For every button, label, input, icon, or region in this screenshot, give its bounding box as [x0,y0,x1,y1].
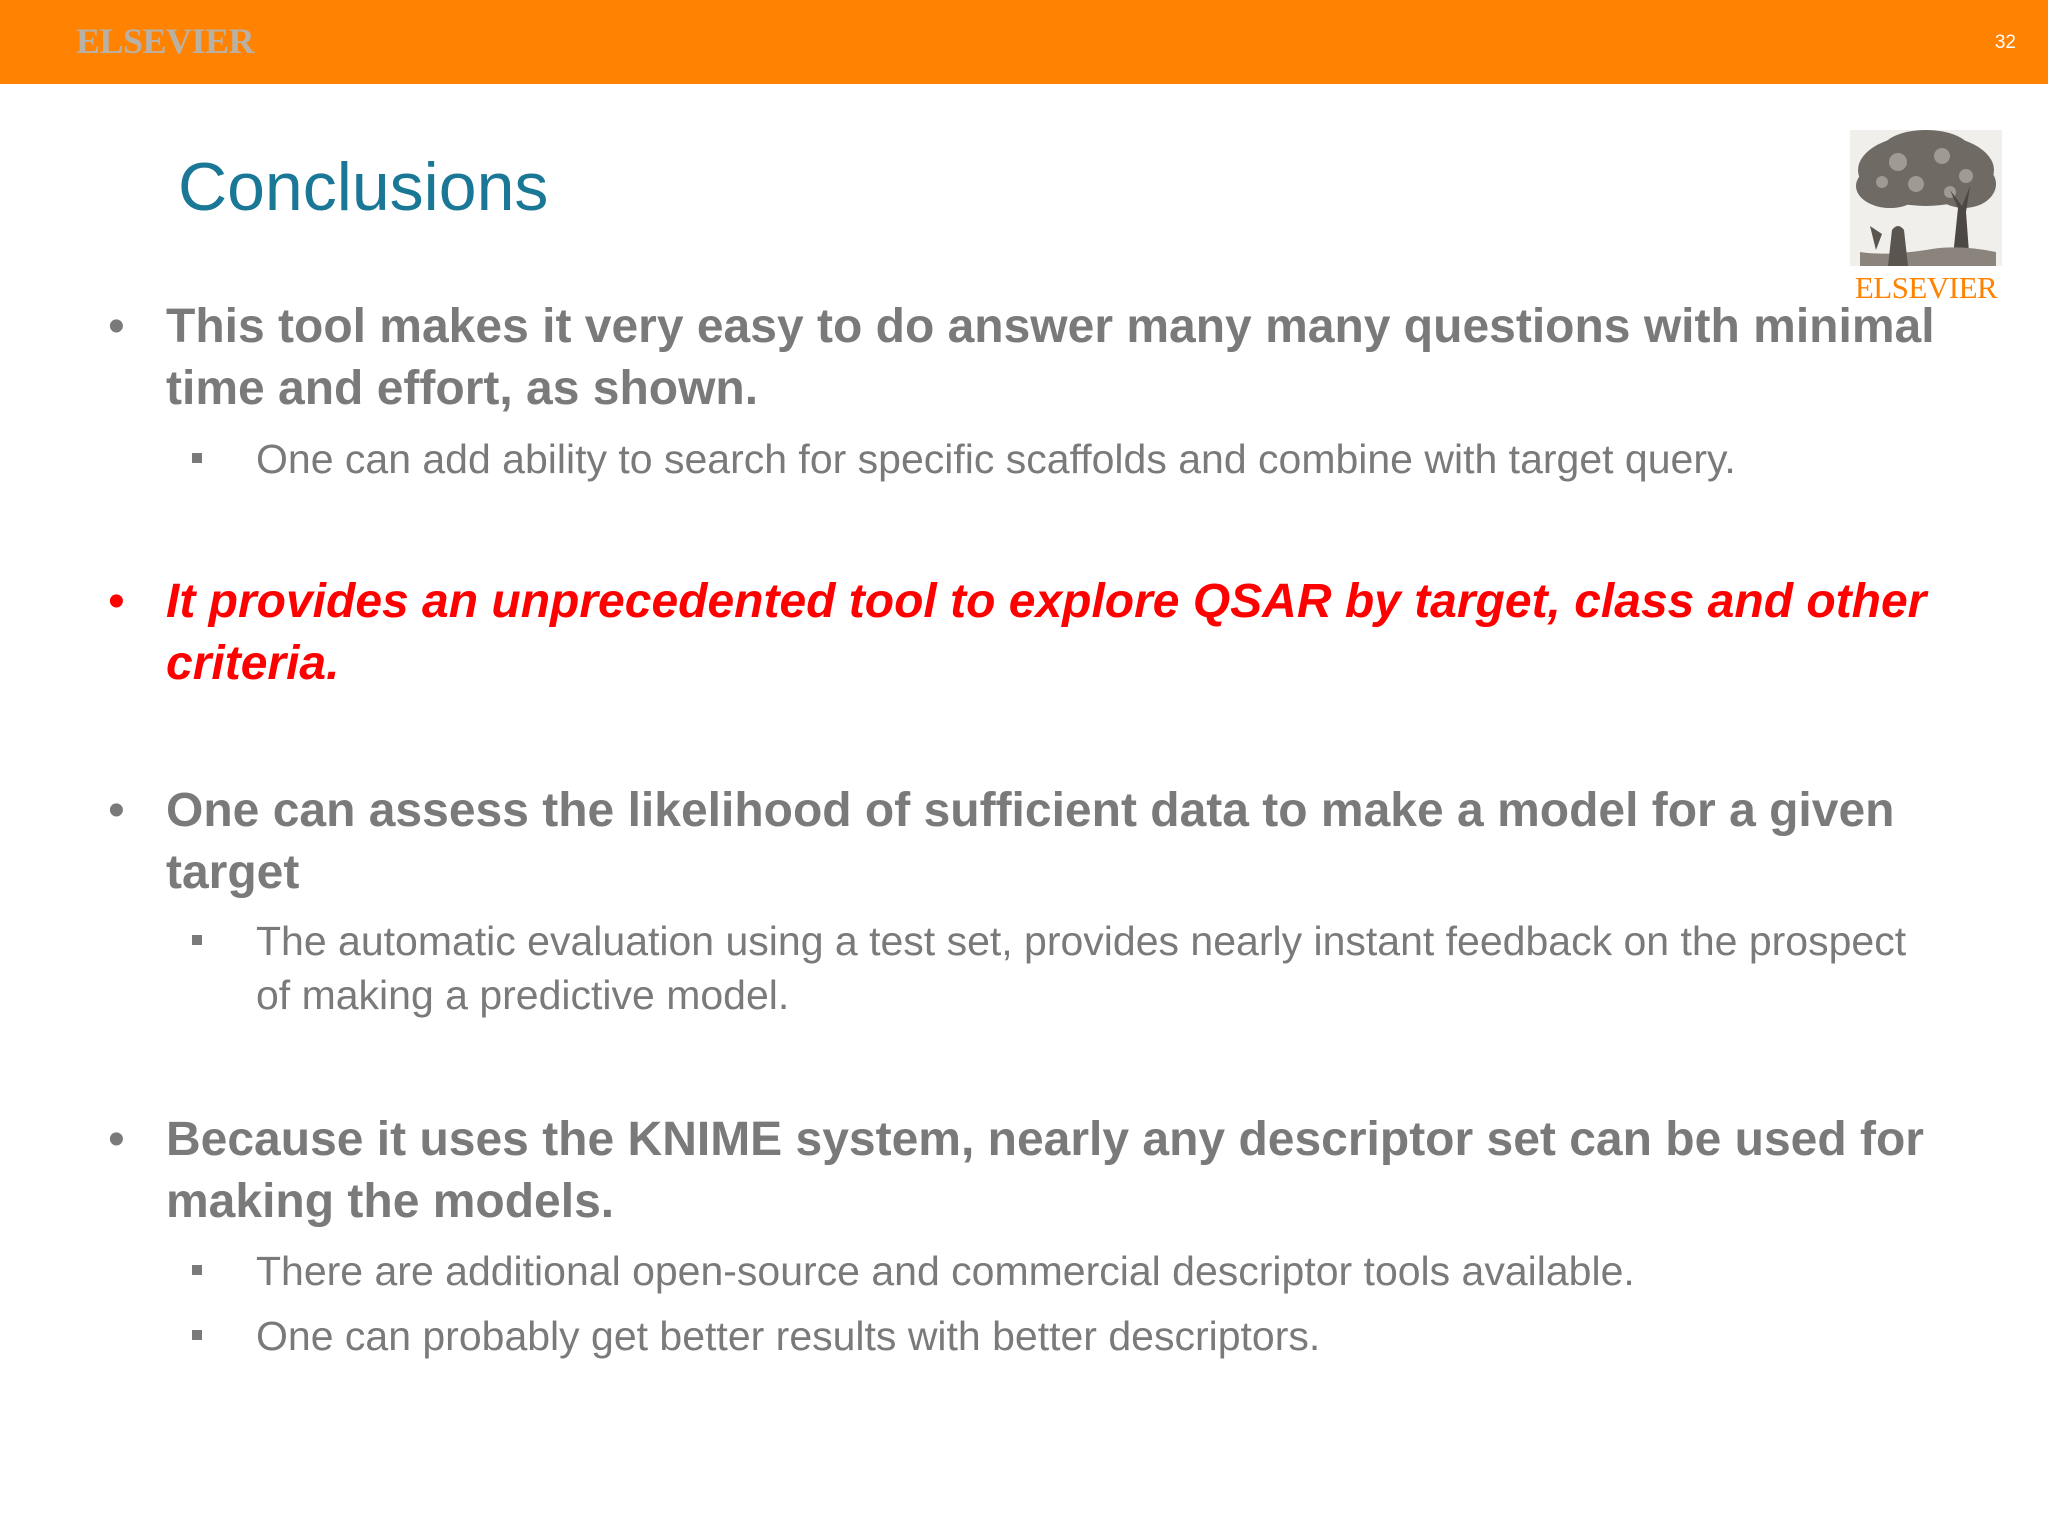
sub-bullet-text: There are additional open-source and commercial descriptor tools available. [256,1248,1635,1294]
bullet-marker-icon: • [108,784,125,837]
sub-bullet-text: One can probably get better results with better descriptors. [256,1313,1321,1359]
sub-bullet-item [192,914,1912,1022]
slide-title: Conclusions [178,149,549,225]
sub-bullet-text: The automatic evaluation using a test set, provides nearly instant feedback on the prospect of making a predictive model. [256,918,1907,1018]
elsevier-tree-logo-icon [1846,126,2006,308]
square-bullet-icon [192,1330,202,1340]
bullet-marker-icon: • [108,575,125,628]
bullet-marker-icon: • [108,300,125,353]
bullet-text: One can assess the likelihood of sufficient data to make a model for a given target [166,784,1895,899]
square-bullet-icon [192,453,202,463]
square-bullet-icon [192,935,202,945]
header-bar [0,0,2048,84]
square-bullet-icon [192,1265,202,1275]
logo-wordmark: ELSEVIER [1854,270,1998,305]
tree-illustration [1846,126,2006,268]
bullet-marker-icon: • [108,1113,125,1166]
bullet-item-highlighted [108,571,1948,695]
bullet-text: This tool makes it very easy to do answer many many questions with minimal time and effort, as shown. [166,300,1935,415]
bullet-text: It provides an unprecedented tool to explore QSAR by target, class and other criteria. [166,575,1927,690]
sub-bullet-item [192,1244,1912,1298]
sub-bullet-item [192,1309,1912,1363]
bullet-item [108,780,1948,904]
bullet-item [108,296,1948,420]
sub-bullet-item [192,432,1912,486]
sub-bullet-text: One can add ability to search for specific scaffolds and combine with target query. [256,436,1736,482]
header-brand-logo: ELSEVIER [76,21,255,61]
slide-number: 32 [1994,32,2016,53]
bullet-item [108,1109,1948,1233]
bullet-text: Because it uses the KNIME system, nearly any descriptor set can be used for making the models. [166,1113,1924,1228]
